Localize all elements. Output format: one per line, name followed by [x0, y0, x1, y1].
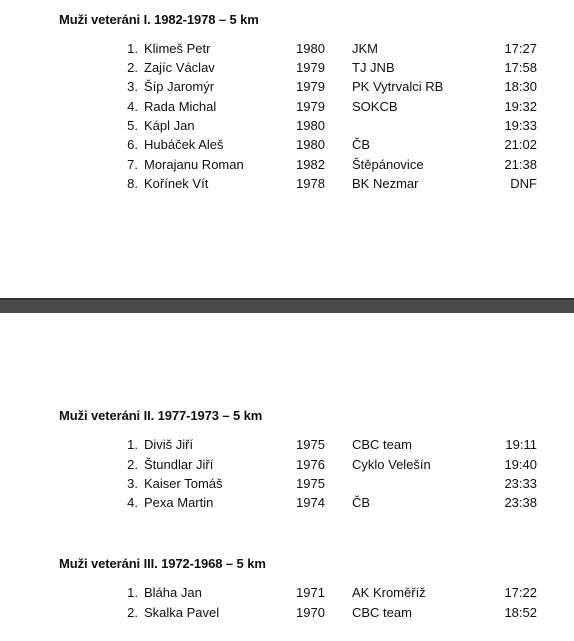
- club: SOKCB: [352, 99, 398, 114]
- birth-year: 1976: [296, 457, 325, 472]
- club: JKM: [352, 41, 378, 56]
- athlete-name: Kořínek Vít: [144, 176, 209, 191]
- rank: 4.: [127, 99, 138, 114]
- document-page-2: [0, 313, 574, 641]
- finish-time: 21:02: [504, 137, 537, 152]
- rank: 7.: [127, 157, 138, 172]
- result-row: [0, 476, 574, 495]
- athlete-name: Morajanu Roman: [144, 157, 244, 172]
- section-title-veterani-3: Muži veteráni III. 1972-1968 – 5 km: [59, 556, 266, 571]
- athlete-name: Bláha Jan: [144, 585, 202, 600]
- athlete-name: Skalka Pavel: [144, 605, 220, 620]
- birth-year: 1971: [296, 585, 325, 600]
- page-break-separator: [0, 298, 574, 313]
- result-row: [0, 157, 574, 176]
- rank: 8.: [127, 176, 138, 191]
- finish-time: 17:22: [504, 585, 537, 600]
- document-page-1: [0, 0, 574, 298]
- athlete-name: Pexa Martin: [144, 495, 214, 510]
- birth-year: 1979: [296, 99, 325, 114]
- result-row: [0, 585, 574, 604]
- result-row: [0, 41, 574, 60]
- finish-time: 21:38: [504, 157, 537, 172]
- result-row: [0, 79, 574, 98]
- birth-year: 1978: [296, 176, 325, 191]
- result-row: [0, 60, 574, 79]
- rank: 5.: [127, 118, 138, 133]
- finish-time: 18:30: [504, 79, 537, 94]
- rank: 6.: [127, 137, 138, 152]
- athlete-name: Šíp Jaromýr: [144, 79, 215, 94]
- result-row: [0, 605, 574, 624]
- finish-time: 19:40: [504, 457, 537, 472]
- finish-time: DNF: [510, 176, 537, 191]
- result-row: [0, 118, 574, 137]
- section-title-veterani-1: Muži veteráni I. 1982-1978 – 5 km: [59, 12, 259, 27]
- result-row: [0, 137, 574, 156]
- club: Cyklo Velešín: [352, 457, 431, 472]
- club: ČB: [352, 137, 371, 152]
- rank: 1.: [127, 41, 138, 56]
- result-row: [0, 176, 574, 195]
- result-row: [0, 495, 574, 514]
- athlete-name: Kápl Jan: [144, 118, 195, 133]
- birth-year: 1974: [296, 495, 325, 510]
- birth-year: 1980: [296, 137, 325, 152]
- rank: 2.: [127, 457, 138, 472]
- athlete-name: Zajíc Václav: [144, 60, 215, 75]
- finish-time: 19:33: [504, 118, 537, 133]
- rank: 3.: [127, 79, 138, 94]
- club: ČB: [352, 495, 371, 510]
- club: BK Nezmar: [352, 176, 419, 191]
- rank: 1.: [127, 585, 138, 600]
- rank: 2.: [127, 605, 138, 620]
- finish-time: 17:58: [504, 60, 537, 75]
- club: Štěpánovice: [352, 157, 424, 172]
- athlete-name: Rada Michal: [144, 99, 217, 114]
- rank: 3.: [127, 476, 138, 491]
- rank: 2.: [127, 60, 138, 75]
- result-row: [0, 99, 574, 118]
- result-row: [0, 457, 574, 476]
- result-row: [0, 437, 574, 456]
- club: TJ JNB: [352, 60, 395, 75]
- athlete-name: Klimeš Petr: [144, 41, 211, 56]
- club: PK Vytrvalci RB: [352, 79, 444, 94]
- athlete-name: Štundlar Jiří: [144, 457, 214, 472]
- section-title-veterani-2: Muži veteráni II. 1977-1973 – 5 km: [59, 408, 263, 423]
- club: CBC team: [352, 437, 412, 452]
- finish-time: 19:11: [505, 437, 537, 452]
- finish-time: 23:38: [504, 495, 537, 510]
- rank: 1.: [127, 437, 138, 452]
- birth-year: 1980: [296, 118, 325, 133]
- finish-time: 19:32: [504, 99, 537, 114]
- athlete-name: Hubáček Aleš: [144, 137, 224, 152]
- rank: 4.: [127, 495, 138, 510]
- birth-year: 1979: [296, 79, 325, 94]
- birth-year: 1970: [296, 605, 325, 620]
- club: AK Kroměříž: [352, 585, 426, 600]
- birth-year: 1975: [296, 476, 325, 491]
- birth-year: 1979: [296, 60, 325, 75]
- birth-year: 1982: [296, 157, 325, 172]
- finish-time: 23:33: [504, 476, 537, 491]
- finish-time: 18:52: [504, 605, 537, 620]
- athlete-name: Kaiser Tomáš: [144, 476, 223, 491]
- finish-time: 17:27: [504, 41, 537, 56]
- birth-year: 1980: [296, 41, 325, 56]
- birth-year: 1975: [296, 437, 325, 452]
- athlete-name: Diviš Jiří: [144, 437, 194, 452]
- club: CBC team: [352, 605, 412, 620]
